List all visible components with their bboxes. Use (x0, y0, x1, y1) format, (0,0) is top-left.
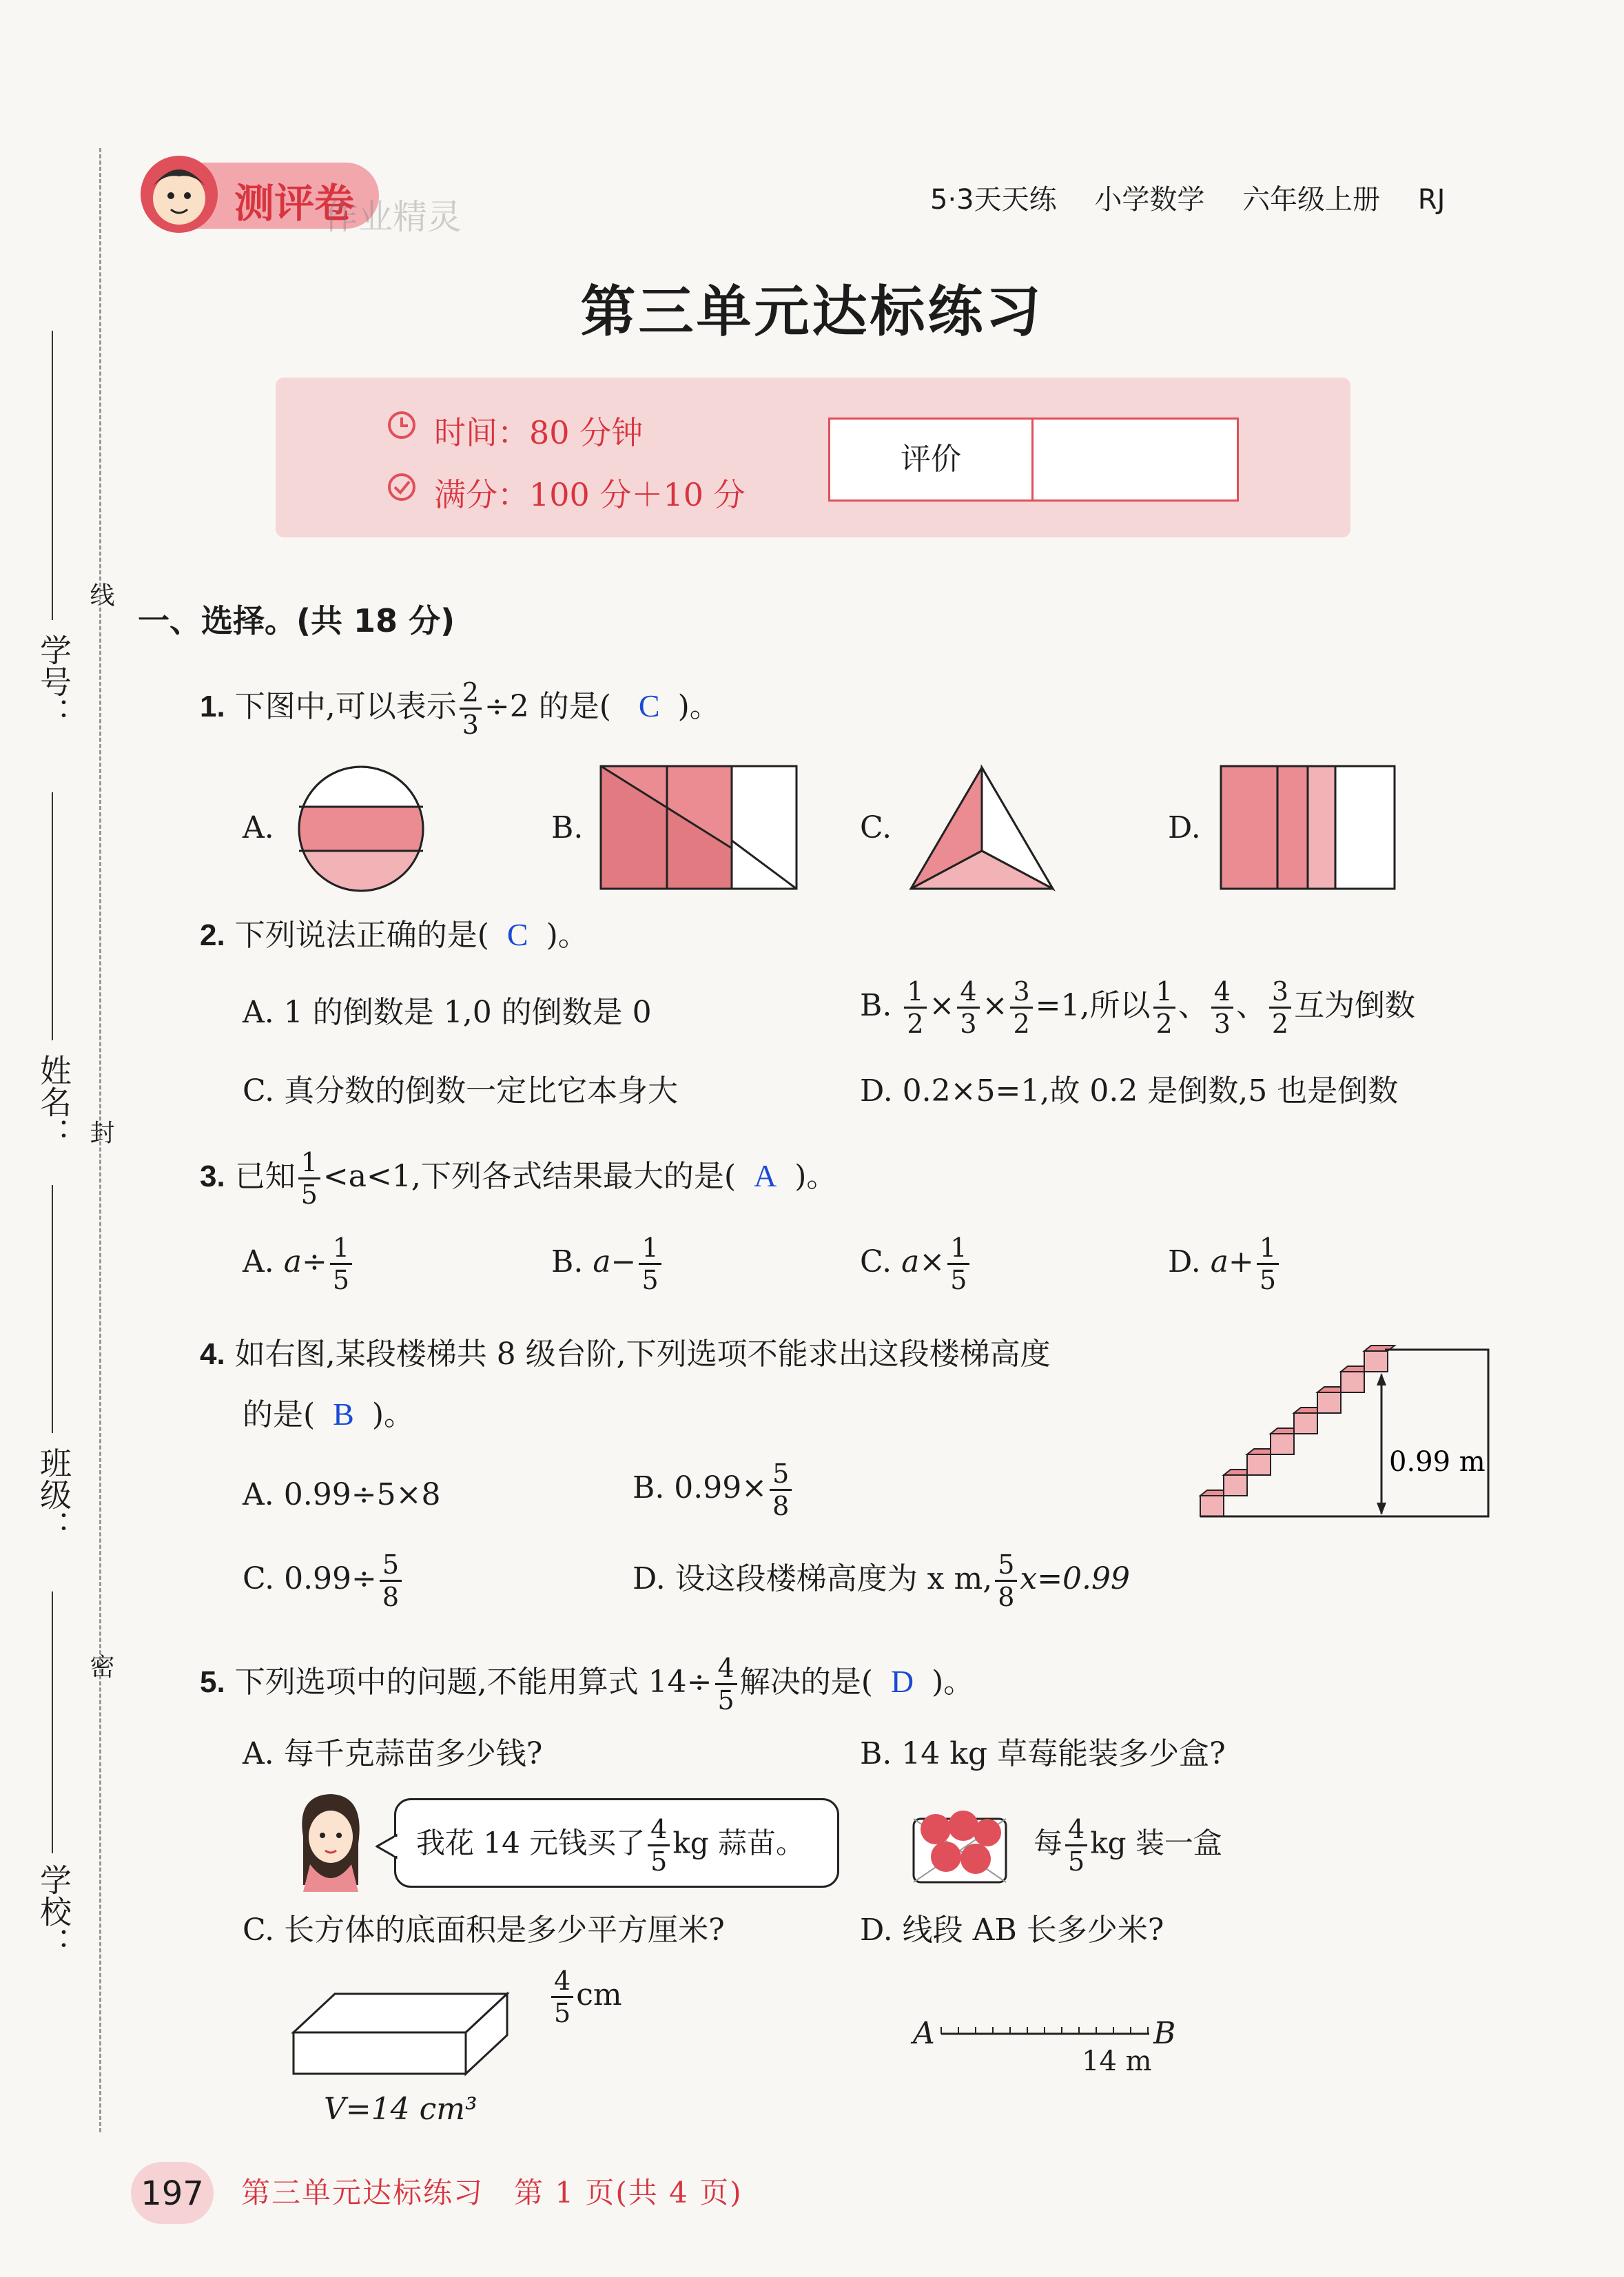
q1-option-c-label: C. (860, 810, 892, 845)
question-4-line1: 4. 如右图,某段楼梯共 8 级台阶,下列选项不能求出这段楼梯高度 (200, 1337, 1051, 1372)
margin-line-mark: 线 (86, 582, 114, 607)
stair-height-label: 0.99 m (1389, 1446, 1486, 1478)
q5-option-a: A. 每千克蒜苗多少钱? (243, 1736, 543, 1771)
section-heading: 一、选择。(共 18 分) (138, 602, 455, 639)
series-grade: 六年级上册 (1242, 184, 1381, 216)
series-name: 5·3天天练 (930, 184, 1057, 216)
q5-option-b: B. 14 kg 草莓能装多少盒? (860, 1736, 1226, 1771)
evaluation-box (828, 418, 1239, 502)
q5-option-c: C. 长方体的底面积是多少平方厘米? (243, 1913, 725, 1948)
margin-blank-3 (52, 1185, 53, 1433)
margin-name: 姓名： (35, 1054, 72, 1149)
q3-option-a: A. a÷ $\frac{1}{5}$ (243, 1235, 355, 1293)
margin-blank-1 (52, 331, 53, 620)
q4-option-c: C. 0.99÷ $\frac{5}{8}$ (243, 1552, 404, 1610)
margin-tear-mark: 密 (86, 1653, 114, 1678)
staircase-figure (1199, 1333, 1495, 1519)
speech-bubble-tail (376, 1833, 403, 1860)
margin-school: 学校： (35, 1864, 72, 1959)
q3-option-d: D. a+ $\frac{1}{5}$ (1168, 1235, 1282, 1293)
q5-option-d: D. 线段 AB 长多少米? (860, 1913, 1164, 1948)
stair-riser (1224, 1475, 1247, 1496)
answer-5[interactable]: D (890, 1664, 914, 1699)
footer-page-number: 197 (141, 2174, 204, 2213)
q2-option-a: A. 1 的倒数是 1,0 的倒数是 0 (243, 995, 652, 1030)
stair-riser (1200, 1496, 1224, 1516)
evaluation-label: 评价 (830, 420, 1034, 499)
fraction: $\frac{2}{3}$ (460, 679, 482, 738)
q2-option-b: B. $\frac{1}{2}$ × $\frac{4}{3}$ × $\frac{3}{2}$ =1,所以 $\frac{1}{2}$ 、 $\frac{4}{3}$ 、 $\frac{3}{2}$ 互为倒数 (860, 976, 1416, 1039)
q4-option-d: D. 设这段楼梯高度为 x m, $\frac{5}{8}$ x=0.99 (633, 1549, 1131, 1612)
info-box (276, 378, 1350, 537)
segment-ab (938, 2019, 1152, 2046)
margin-class: 班级： (35, 1447, 72, 1542)
clock-icon (386, 409, 418, 441)
answer-3[interactable]: A (754, 1158, 777, 1193)
answer-4[interactable]: B (333, 1397, 354, 1432)
cuboid-height-label: $\frac{4}{5}$ cm (548, 1968, 622, 2026)
question-1: 1. 下图中,可以表示 $\frac{2}{3}$ ÷2 的是( C )。 (200, 677, 720, 740)
question-3: 3. 已知 $\frac{1}{5}$ <a<1,下列各式结果最大的是( A )。 (200, 1147, 837, 1210)
footer-text: 第三单元达标练习 第 1 页(共 4 页) (241, 2176, 743, 2209)
badge-text: 测评卷 (234, 180, 355, 227)
q1-option-d-label: D. (1168, 810, 1201, 845)
stair-riser (1247, 1454, 1271, 1475)
question-5: 5. 下列选项中的问题,不能用算式 14÷ $\frac{4}{5}$ 解决的是( D )。 (200, 1653, 974, 1716)
stair-riser (1317, 1392, 1341, 1413)
series-edition: RJ (1417, 184, 1446, 216)
strawberry-basket-icon (908, 1798, 1011, 1888)
margin-blank-2 (52, 792, 53, 1040)
time-label: 时间：80 分钟 (434, 414, 644, 451)
margin-student-id: 学号： (35, 634, 72, 729)
speech-bubble-text: 我花 14 元钱买了 $\frac{4}{5}$ kg 蒜苗。 (416, 1814, 805, 1877)
cuboid-figure (289, 1984, 517, 2081)
series-subject: 小学数学 (1094, 184, 1205, 216)
q1-option-a-label: A. (243, 810, 274, 845)
watermark: 作业精灵 (324, 197, 462, 237)
answer-1[interactable]: C (638, 688, 660, 723)
evaluation-score-field[interactable] (1034, 420, 1237, 499)
page-title: 第三单元达标练习 (580, 280, 1044, 344)
q1-option-c-triangle (908, 765, 1056, 892)
question-4-line2: 的是( B )。 (243, 1397, 415, 1432)
q3-option-c: C. a× $\frac{1}{5}$ (860, 1235, 972, 1293)
segment-point-a: A (913, 2016, 935, 2051)
check-icon (386, 471, 418, 503)
q1-option-a-circle (292, 763, 430, 894)
margin-seal-mark: 封 (86, 1120, 114, 1144)
score-label: 满分：100 分＋10 分 (434, 476, 746, 513)
margin-blank-4 (52, 1591, 53, 1853)
q4-option-b: B. 0.99× $\frac{5}{8}$ (633, 1461, 794, 1519)
stair-riser (1341, 1372, 1364, 1392)
stair-riser (1294, 1413, 1317, 1434)
q4-option-a: A. 0.99÷5×8 (243, 1477, 441, 1512)
girl-illustration-icon (289, 1789, 372, 1892)
q1-option-b-rect (599, 765, 799, 892)
segment-length-label: 14 m (1082, 2046, 1152, 2077)
q2-option-d: D. 0.2×5=1,故 0.2 是倒数,5 也是倒数 (860, 1073, 1399, 1109)
q2-option-c: C. 真分数的倒数一定比它本身大 (243, 1073, 679, 1109)
series-info (930, 178, 1445, 217)
question-2: 2. 下列说法正确的是( C )。 (200, 917, 588, 953)
strawberry-caption: 每 $\frac{4}{5}$ kg 装一盒 (1034, 1814, 1222, 1877)
q1-option-b-label: B. (551, 810, 584, 845)
q1-option-d-bars (1220, 765, 1399, 892)
answer-2[interactable]: C (506, 917, 528, 952)
stair-riser (1364, 1351, 1388, 1372)
segment-point-b: B (1153, 2016, 1176, 2051)
q3-option-b: B. a− $\frac{1}{5}$ (551, 1235, 664, 1293)
stair-riser (1271, 1434, 1294, 1454)
cuboid-volume-label: V=14 cm³ (324, 2092, 477, 2127)
